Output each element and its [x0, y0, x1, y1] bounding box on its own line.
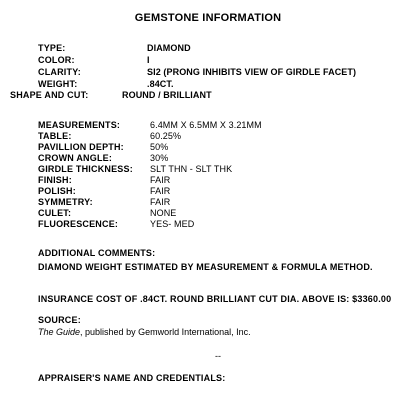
fluorescence-label: FLUORESCENCE:: [38, 219, 119, 229]
shape-value: ROUND / BRILLIANT: [122, 90, 212, 100]
polish-value: FAIR: [150, 186, 171, 196]
comments-heading: ADDITIONAL COMMENTS:: [38, 248, 156, 258]
crown-angle-label: CROWN ANGLE:: [38, 153, 113, 163]
clarity-label: CLARITY:: [38, 67, 81, 77]
type-value: DIAMOND: [147, 43, 191, 53]
weight-value: .84CT.: [147, 79, 174, 89]
symmetry-label: SYMMETRY:: [38, 197, 93, 207]
weight-label: WEIGHT:: [38, 79, 78, 89]
color-label: COLOR:: [38, 55, 75, 65]
appraiser-heading: APPRAISER'S NAME AND CREDENTIALS:: [38, 373, 226, 383]
symmetry-value: FAIR: [150, 197, 171, 207]
pavillion-depth-value: 50%: [150, 142, 169, 152]
comments-text: DIAMOND WEIGHT ESTIMATED BY MEASUREMENT & FORMULA METHOD.: [38, 262, 373, 272]
shape-label: SHAPE AND CUT:: [10, 90, 89, 100]
fluorescence-value: YES- MED: [150, 219, 195, 229]
girdle-thickness-value: SLT THN - SLT THK: [150, 164, 233, 174]
girdle-thickness-label: GIRDLE THICKNESS:: [38, 164, 133, 174]
culet-value: NONE: [150, 208, 177, 218]
page-title: GEMSTONE INFORMATION: [134, 12, 282, 24]
source-book-title: The Guide: [38, 327, 81, 337]
type-label: TYPE:: [38, 43, 66, 53]
source-heading: SOURCE:: [38, 315, 81, 325]
culet-label: CULET:: [38, 208, 72, 218]
measurements-value: 6.4MM X 6.5MM X 3.21MM: [150, 120, 262, 130]
source-publisher: , published by Gemworld International, Inc.: [80, 327, 251, 337]
separator-dash: --: [215, 351, 221, 361]
table-value: 60.25%: [150, 131, 182, 141]
polish-label: POLISH:: [38, 186, 76, 196]
color-value: I: [147, 55, 150, 65]
finish-value: FAIR: [150, 175, 171, 185]
crown-angle-value: 30%: [150, 153, 169, 163]
pavillion-depth-label: PAVILLION DEPTH:: [38, 142, 124, 152]
clarity-value: SI2 (PRONG INHIBITS VIEW OF GIRDLE FACET): [147, 67, 357, 77]
finish-label: FINISH:: [38, 175, 72, 185]
insurance-cost: INSURANCE COST OF .84CT. ROUND BRILLIANT CUT DIA. ABOVE IS: $3360.00: [38, 294, 392, 304]
source-citation: [38, 328, 251, 337]
table-label: TABLE:: [38, 131, 72, 141]
measurements-label: MEASUREMENTS:: [38, 120, 121, 130]
